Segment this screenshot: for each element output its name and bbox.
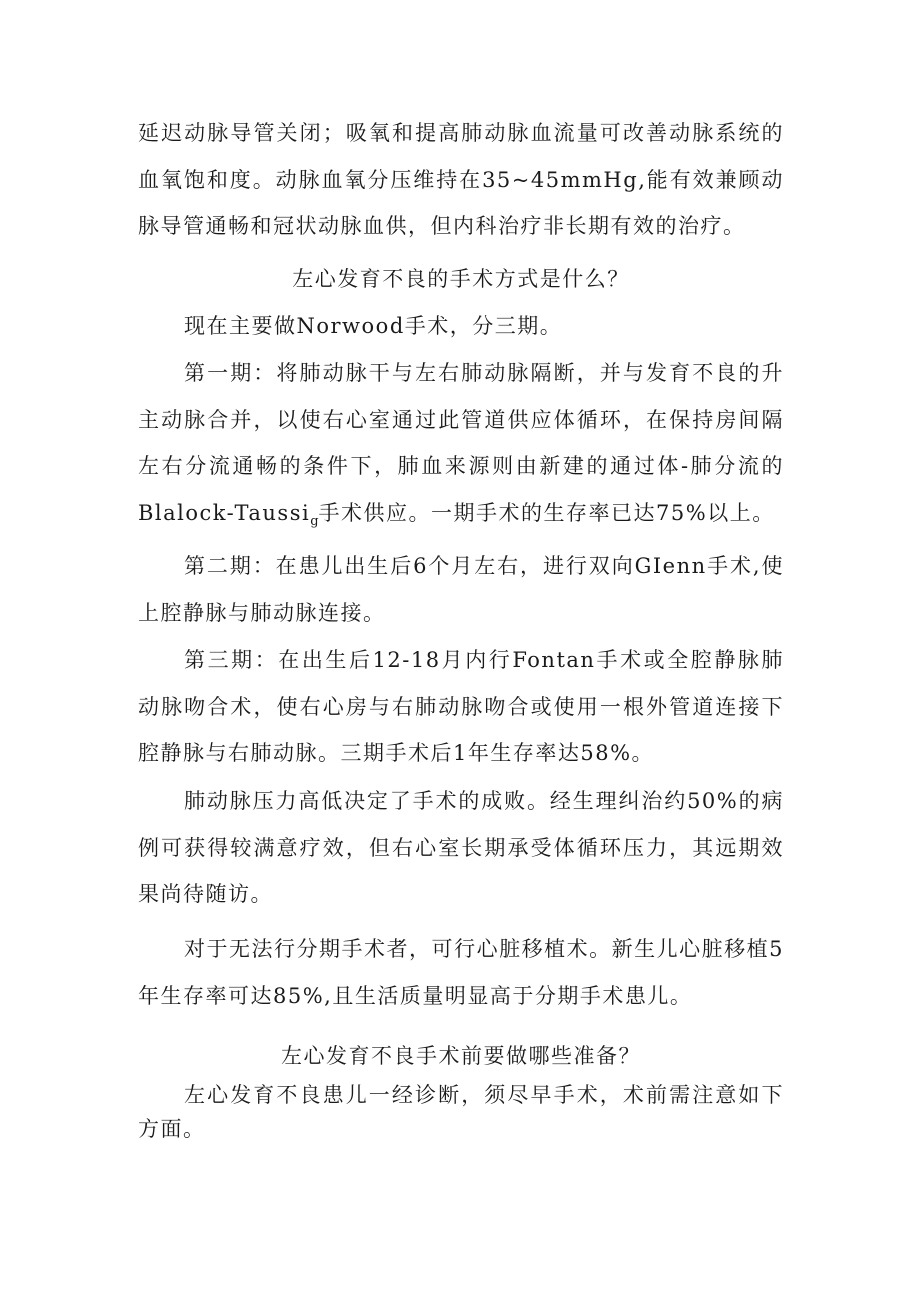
section-heading-preparation: 左心发育不良手术前要做哪些准备？ [281,1044,641,1068]
paragraph-stage-two: 第二期：在患儿出生后6个月左右，进行双向GIenn手术,使上腔静脉与肺动脉连接。 [138,554,784,625]
paragraph-transplant: 对于无法行分期手术者，可行心脏移植术。新生儿心脏移植5年生存率可达85%,且生活质量明显高于分期手术患儿。 [138,937,784,1008]
stage-one-subscript: g [310,513,319,529]
stage-one-text-end: 手术供应。一期手术的生存率已达75%以上。 [318,500,775,525]
paragraph-preparation: 左心发育不良患儿一经诊断，须尽早手术，术前需注意如下方面。 [138,1083,784,1141]
section-heading-surgery-methods: 左心发育不良的手术方式是什么？ [292,267,630,291]
paragraph-intro: 延迟动脉导管关闭；吸氧和提高肺动脉血流量可改善动脉系统的血氧饱和度。动脉血氧分压维持在35~45mmHg,能有效兼顾动脉导管通畅和冠状动脉血供，但内科治疗非长期有效的治疗。 [138,121,784,238]
stage-one-text: 第一期：将肺动脉干与左右肺动脉隔断，并与发育不良的升主动脉合并，以使右心室通过此管道供应体循环，在保持房间隔左右分流通畅的条件下，肺血来源则由新建的通过体-肺分流的Blalock-Taussi [138,361,784,525]
paragraph-stage-three: 第三期：在出生后12-18月内行Fontan手术或全腔静脉肺动脉吻合术，使右心房与右肺动脉吻合或使用一根外管道连接下腔静脉与右肺动脉。三期手术后1年生存率达58%。 [138,648,784,765]
paragraph-stage-one [138,350,784,545]
paragraph-norwood: 现在主要做Norwood手术，分三期。 [184,314,563,338]
paragraph-pressure: 肺动脉压力高低决定了手术的成败。经生理纠治约50%的病例可获得较满意疗效，但右心室长期承受体循环压力，其远期效果尚待随访。 [138,789,784,906]
